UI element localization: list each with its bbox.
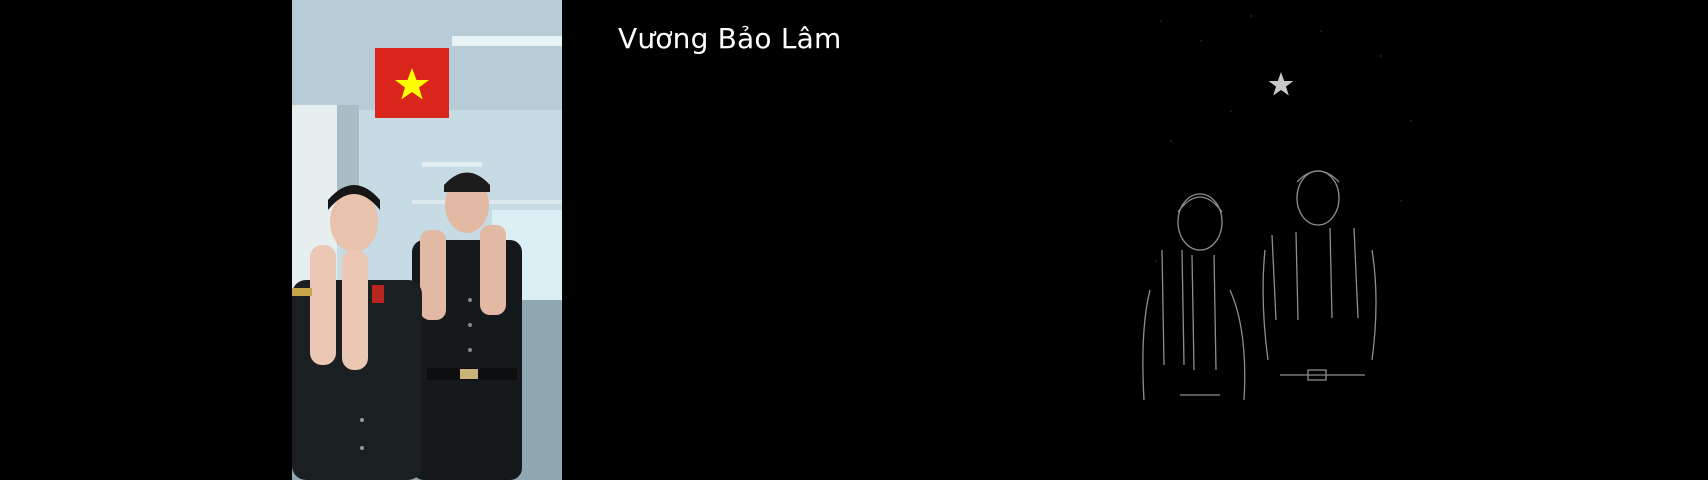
video-panel bbox=[292, 0, 562, 480]
ceiling-light bbox=[422, 162, 482, 167]
video-scene bbox=[292, 0, 562, 480]
edge-scene bbox=[1140, 0, 1440, 480]
ceiling-light bbox=[452, 36, 562, 46]
vietnam-flag-icon bbox=[375, 48, 449, 118]
edge-detect-panel bbox=[1140, 0, 1440, 480]
caption-text: Vương Bảo Lâm bbox=[618, 22, 842, 55]
